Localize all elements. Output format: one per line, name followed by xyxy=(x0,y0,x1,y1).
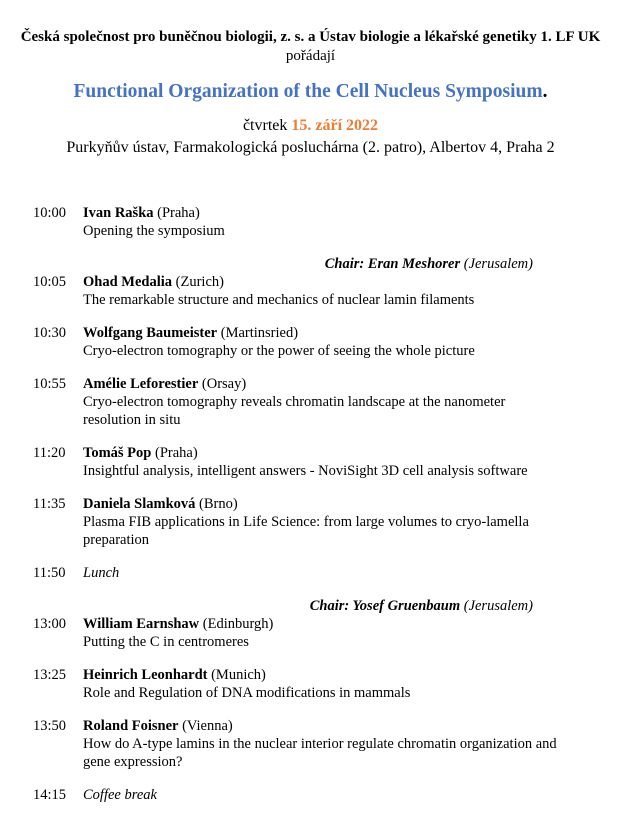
speaker-name: Daniela Slamková xyxy=(83,496,196,512)
schedule-entry xyxy=(33,324,561,360)
entry-content xyxy=(83,615,561,651)
entry-content xyxy=(83,444,561,480)
schedule-entry-break xyxy=(33,564,561,582)
talk-title: Opening the symposium xyxy=(83,223,225,239)
entry-time: 10:05 xyxy=(33,274,67,290)
entry-content xyxy=(83,375,561,429)
speaker-affiliation: (Martinsried) xyxy=(220,325,299,341)
schedule-entry xyxy=(33,666,561,702)
schedule-entry xyxy=(33,495,561,549)
talk-title: Cryo-electron tomography reveals chromatin landscape at the nanometer resolution in situ xyxy=(83,394,506,428)
schedule-entry xyxy=(33,444,561,480)
speaker-name: William Earnshaw xyxy=(83,616,200,632)
entry-content xyxy=(83,666,561,702)
symposium-title-text: Functional Organization of the Cell Nucleus Symposium xyxy=(73,81,543,102)
talk-title: Putting the C in centromeres xyxy=(83,634,249,650)
symposium-title xyxy=(0,80,621,104)
schedule-entry xyxy=(33,717,561,771)
break-title: Coffee break xyxy=(83,787,157,803)
entry-content xyxy=(83,495,561,549)
speaker-name: Heinrich Leonhardt xyxy=(83,667,208,683)
speaker-affiliation: (Zurich) xyxy=(175,274,224,290)
speaker-line xyxy=(83,273,561,291)
talk-title: Insightful analysis, intelligent answers - NoviSight 3D cell analysis software xyxy=(83,463,528,479)
talk-title: The remarkable structure and mechanics of nuclear lamin filaments xyxy=(83,292,475,308)
entry-content xyxy=(83,324,561,360)
chair-row xyxy=(33,255,561,273)
speaker-name: Ivan Raška xyxy=(83,205,154,221)
entry-content xyxy=(83,717,561,771)
entry-time: 13:00 xyxy=(33,616,67,632)
symposium-title-period: . xyxy=(542,81,548,102)
entry-content xyxy=(83,786,561,804)
chair-affiliation: (Jerusalem) xyxy=(463,598,533,614)
speaker-affiliation: (Edinburgh) xyxy=(202,616,274,632)
venue-line: Purkyňův ústav, Farmakologická posluchárna (2. patro), Albertov 4, Praha 2 xyxy=(66,139,555,156)
speaker-affiliation: (Praha) xyxy=(157,205,200,221)
chair-label: Chair: Yosef Gruenbaum xyxy=(309,598,461,614)
speaker-line xyxy=(83,495,561,513)
schedule-entry xyxy=(33,204,561,240)
speaker-name: Wolfgang Baumeister xyxy=(83,325,218,341)
speaker-line xyxy=(83,717,561,735)
entry-content xyxy=(83,204,561,240)
entry-content xyxy=(83,564,561,582)
speaker-line xyxy=(83,375,561,393)
organizers-line: Česká společnost pro buněčnou biologii, z. s. a Ústav biologie a lékařské genetiky 1. LF UK xyxy=(20,29,601,45)
entry-content xyxy=(83,273,561,309)
talk-title: Cryo-electron tomography or the power of seeing the whole picture xyxy=(83,343,475,359)
speaker-line xyxy=(83,204,561,222)
schedule-entry xyxy=(33,375,561,429)
schedule-entry-break xyxy=(33,786,561,804)
entry-time: 10:55 xyxy=(33,376,67,392)
weekday: čtvrtek xyxy=(242,117,288,134)
document-header xyxy=(0,28,621,158)
entry-time: 10:00 xyxy=(33,205,67,221)
speaker-name: Ohad Medalia xyxy=(83,274,173,290)
speaker-name: Amélie Leforestier xyxy=(83,376,199,392)
speaker-line xyxy=(83,615,561,633)
talk-title: Plasma FIB applications in Life Science: from large volumes to cryo-lamella preparation xyxy=(83,514,529,548)
speaker-affiliation: (Vienna) xyxy=(182,718,233,734)
speaker-affiliation: (Orsay) xyxy=(201,376,247,392)
date-line xyxy=(0,116,621,136)
speaker-line xyxy=(83,666,561,684)
talk-title: How do A-type lamins in the nuclear interior regulate chromatin organization and gene expression? xyxy=(83,736,557,770)
speaker-line xyxy=(83,444,561,462)
speaker-line xyxy=(83,324,561,342)
speaker-name: Roland Foisner xyxy=(83,718,179,734)
entry-time: 11:20 xyxy=(33,445,66,461)
schedule-entry xyxy=(33,615,561,651)
entry-time: 13:50 xyxy=(33,718,67,734)
entry-time: 11:50 xyxy=(33,565,66,581)
entry-time: 14:15 xyxy=(33,787,67,803)
date-value: 15. září 2022 xyxy=(291,117,379,134)
talk-title: Role and Regulation of DNA modifications in mammals xyxy=(83,685,411,701)
break-title: Lunch xyxy=(83,565,120,581)
chair-label: Chair: Eran Meshorer xyxy=(324,256,461,272)
entry-time: 13:25 xyxy=(33,667,67,683)
chair-affiliation: (Jerusalem) xyxy=(463,256,533,272)
speaker-affiliation: (Praha) xyxy=(154,445,198,461)
speaker-name: Tomáš Pop xyxy=(83,445,152,461)
schedule-list xyxy=(33,204,561,804)
speaker-affiliation: (Brno) xyxy=(199,496,238,512)
entry-time: 11:35 xyxy=(33,496,66,512)
entry-time: 10:30 xyxy=(33,325,67,341)
chair-row xyxy=(33,597,561,615)
organize-verb: pořádají xyxy=(285,48,336,64)
schedule-entry xyxy=(33,273,561,309)
speaker-affiliation: (Munich) xyxy=(211,667,266,683)
